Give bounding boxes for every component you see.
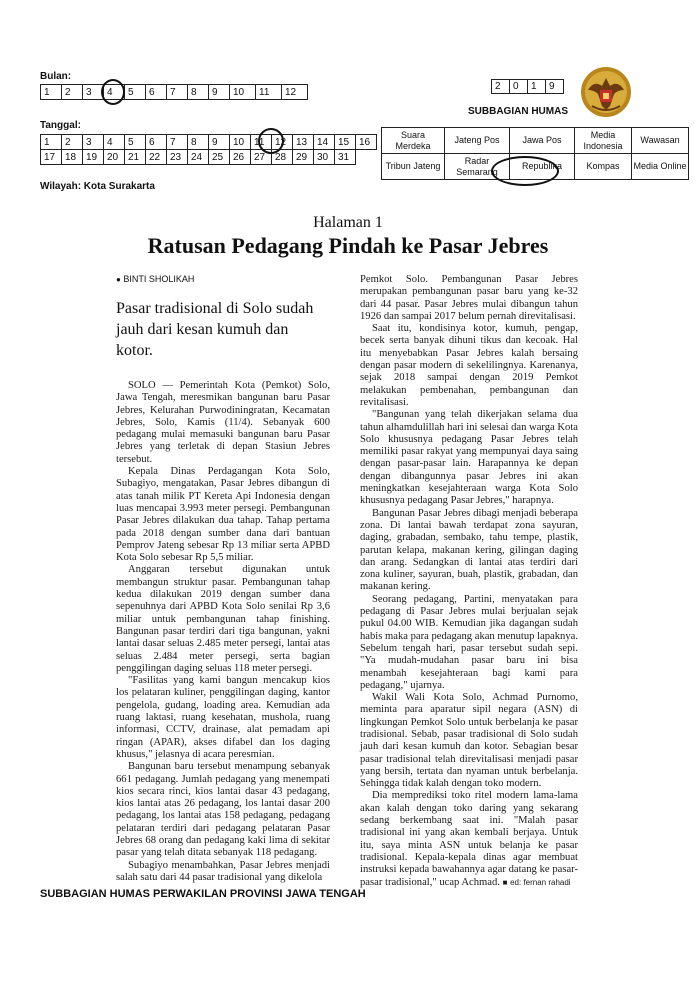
tanggal-cell: 27	[251, 150, 272, 165]
page-number-heading: Halaman 1	[313, 214, 383, 231]
tanggal-cell: 2	[62, 135, 83, 150]
tanggal-cell: 8	[188, 135, 209, 150]
bulan-cell: 4	[104, 85, 125, 100]
bulan-cell: 2	[62, 85, 83, 100]
paragraph: Subagiyo menambahkan, Pasar Jebres menjadi salah satu dari 44 pasar tradisional yang dikelola	[116, 859, 330, 883]
tanggal-cell: 3	[83, 135, 104, 150]
tanggal-cell: 19	[83, 150, 104, 165]
tanggal-cell: 25	[209, 150, 230, 165]
bulan-cell: 6	[146, 85, 167, 100]
bulan-cell: 12	[282, 85, 308, 100]
tanggal-cell: 22	[146, 150, 167, 165]
year-digit: 0	[510, 80, 528, 94]
tanggal-selected-circle	[258, 128, 284, 154]
bulan-table	[40, 84, 308, 100]
tanggal-label: Tanggal:	[40, 120, 81, 131]
bulan-cell: 5	[125, 85, 146, 100]
paragraph: Seorang pedagang, Partini, menyatakan para pedagang di Pasar Jebres mulai berjualan sejak pukul 04.00 WIB. Kemudian jika dagangan sudah habis maka para pedagang akan menutup lapaknya. Sebelum tengah hari, pasar tersebut sudah sepi. "Ya mudah-mudahan pasar baru ini bisa menambah kesejahteraan bagi kami para pedagang," ujarnya.	[360, 593, 578, 691]
media-cell: Jawa Pos	[510, 128, 575, 154]
tanggal-cell: 11	[251, 135, 272, 150]
tanggal-cell: 1	[41, 135, 62, 150]
media-cell: Jateng Pos	[445, 128, 510, 154]
year-box	[491, 79, 564, 94]
editor-credit: ed: fernan rahadi	[510, 877, 571, 887]
tanggal-cell: 18	[62, 150, 83, 165]
tanggal-cell: 29	[293, 150, 314, 165]
tanggal-cell: 15	[335, 135, 356, 150]
article-lead: Pasar tradisional di Solo sudah jauh dari kesan kumuh dan kotor.	[116, 300, 314, 359]
year-digit: 1	[528, 80, 546, 94]
bullet-icon: ●	[116, 275, 121, 284]
paragraph: Kepala Dinas Perdagangan Kota Solo, Subagiyo, mengatakan, Pasar Jebres dibangun di atas tanah milik PT Kereta Api Indonesia dengan luas mencapai 3.993 meter persegi. Pembangunan Pasar Jebres dilakukan dua tahap. Tahap pertama pada 2018 dengan sumber dana dari bantuan Pemprov Jateng sebesar Rp 13 miliar serta APBD Kota Solo sebesar Rp 5,5 miliar.	[116, 466, 330, 564]
tanggal-cell: 13	[293, 135, 314, 150]
media-selected-circle	[491, 156, 559, 186]
tanggal-cell: 17	[41, 150, 62, 165]
media-cell: Radar Semarang	[445, 154, 510, 180]
media-cell: Wawasan	[632, 128, 689, 154]
tanggal-cell: 30	[314, 150, 335, 165]
paragraph: Saat itu, kondisinya kotor, kumuh, pengap, becek serta banyak dihuni tikus dan kecoak. Hal itu menyebabkan Pasar Jebres kalah bersaing dengan pasar modern di sekelilingnya. Karenanya, sejak 2018 sampai dengan 2019 Pemkot melakukan pembenahan, pembangunan dan revitalisasi.	[360, 323, 578, 408]
tanggal-cell: 14	[314, 135, 335, 150]
paragraph: SOLO — Pemerintah Kota (Pemkot) Solo, Jawa Tengah, meresmikan bangunan baru Pasar Jebres, Kelurahan Purwodiningratan, Kecamatan Jebres, Solo, Kamis (11/4). Sebanyak 600 pedagang mulai memasuki bangunan baru Pasar Jebres yang terletak di depan Stasiun Jebres tersebut.	[116, 380, 330, 465]
tanggal-cell: 26	[230, 150, 251, 165]
media-cell: Suara Merdeka	[382, 128, 445, 154]
tanggal-cell: 28	[272, 150, 293, 165]
bulan-cell: 7	[167, 85, 188, 100]
tanggal-cell: 9	[209, 135, 230, 150]
media-cell: Republika	[510, 154, 575, 180]
tanggal-cell: 12	[272, 135, 293, 150]
paragraph: "Bangunan yang telah dikerjakan selama dua tahun alhamdulillah hari ini selesai dan warga Kota Solo khususnya pedagang Pasar Jebres telah memiliki pasar rakyat yang mempunyai daya saing dengan pasar-pasar lain. Harapannya ke depan dengan dibangunnya pasar Jebres ini akan meningkatkan kesejahteraan warga Kota Solo khususnya pedagang Pasar Jebres," harapnya.	[360, 409, 578, 507]
paragraph: Wakil Wali Kota Solo, Achmad Purnomo, meminta para aparatur sipil negara (ASN) di lingkungan Pemkot Solo untuk berbelanja ke pasar tradisional. Sebab, pasar tradisional di Solo sudah jauh dari kesan kumuh dan kotor. Sebagian besar pasar tradisional telah direvitalisasi menjadi pasar yang bersih, tertata dan nyaman untuk berbelanja. Sehingga tidak kalah dengan toko modern.	[360, 692, 578, 790]
tanggal-cell: 23	[167, 150, 188, 165]
wilayah-label: Wilayah: Kota Surakarta	[40, 181, 155, 192]
tanggal-cell: 20	[104, 150, 125, 165]
paragraph: "Fasilitas yang kami bangun mencakup kios los pelataran kuliner, penggilingan daging, kantor pengelola, gudang, loading area. Kemudian ada ruang laktasi, ruang kesehatan, mushola, ruang informasi, CCTV, drainase, alat pemadam api ringan (APAR), akses difabel dan los daging khusus," jelasnya di acara peresmian.	[116, 675, 330, 760]
bulan-cell: 1	[41, 85, 62, 100]
byline	[116, 274, 194, 284]
tanggal-cell: 6	[146, 135, 167, 150]
media-cell: Media Indonesia	[575, 128, 632, 154]
end-mark-icon: ■	[502, 877, 508, 887]
paragraph: Bangunan Pasar Jebres dibagi menjadi beberapa zona. Di lantai bawah terdapat zona sayuran, daging, grabadan, sembako, tahu tempe, plastik, parutan kelapa, makanan kering, gilingan daging dan arang. Sedangkan di lantai atas terdiri dari zona kuliner, sayuran, buah, plastik, grabadan, dan makanan kering.	[360, 507, 578, 593]
garuda-emblem-icon	[580, 66, 632, 118]
year-digit: 9	[546, 80, 564, 94]
bulan-cell: 11	[256, 85, 282, 100]
media-cell: Kompas	[575, 154, 632, 180]
subbagian-humas-label: SUBBAGIAN HUMAS	[468, 106, 568, 117]
footer-label: SUBBAGIAN HUMAS PERWAKILAN PROVINSI JAWA TENGAH	[40, 888, 366, 900]
tanggal-table	[40, 134, 377, 165]
bulan-cell: 9	[209, 85, 230, 100]
bulan-label: Bulan:	[40, 71, 72, 82]
paragraph	[360, 790, 578, 888]
tanggal-cell: 16	[356, 135, 377, 150]
bulan-cell: 10	[230, 85, 256, 100]
year-digit: 2	[492, 80, 510, 94]
tanggal-cell: 4	[104, 135, 125, 150]
tanggal-cell: 5	[125, 135, 146, 150]
bulan-cell: 8	[188, 85, 209, 100]
tanggal-cell: 21	[125, 150, 146, 165]
byline-name: BINTI SHOLIKAH	[123, 274, 195, 284]
paragraph: Bangunan baru tersebut menampung sebanyak 661 pedagang. Jumlah pedagang yang menempati kios secara rinci, kios lantai dasar 43 pedagang, kios lantai atas 26 pedagang, los lantai dasar 200 pedagang, los lantai atas 158 pedagang, pedagang pelataran terdiri dari pedagang pelataran Pasar Jebres 68 orang dan pedagang kaki lima di sekitar pasar yang telah ditata sebanyak 118 pedagang.	[116, 761, 330, 859]
media-cell: Tribun Jateng	[382, 154, 445, 180]
tanggal-cell: 24	[188, 150, 209, 165]
bulan-cell: 3	[83, 85, 104, 100]
tanggal-cell: 31	[335, 150, 356, 165]
bulan-selected-circle	[101, 79, 125, 105]
media-cell: Media Online	[632, 154, 689, 180]
paragraph: Pemkot Solo. Pembangunan Pasar Jebres merupakan pembangunan pasar baru yang ke-32 dari 44 pasar. Pasar Jebres mulai dibangun tahun 1926 dan sampai 2017 belum pernah direvitalisasi.	[360, 274, 578, 322]
tanggal-cell: 10	[230, 135, 251, 150]
article-headline: Ratusan Pedagang Pindah ke Pasar Jebres	[147, 233, 549, 258]
paragraph: Anggaran tersebut digunakan untuk membangun struktur pasar. Pembangunan tahap kedua dilakukan 2019 dengan sumber dana sepenuhnya dari APBD Kota Solo senilai Rp 3,6 miliar untuk pembangunan tahap finishing. Bangunan pasar terdiri dari tiga bangunan, yakni lantai dasar seluas 2.485 meter persegi, lantai atas seluas 2.484 meter persegi, serta bagian penggilingan daging seluas 118 meter persegi.	[116, 564, 330, 674]
article-column-1	[116, 380, 330, 884]
paragraph-text: Dia memprediksi toko ritel modern lama-lama akan kalah dengan toko daring yang sekarang sedang berkembang saat ini. "Malah pasar tradisional ini yang akan kembali berjaya. Untuk itu, saya minta ASN untuk belanja ke pasar tradisional. Kepala-kepala dinas agar membuat instruksi kepada bawahannya agar datang ke pasar-pasar tradisional," ucap Achmad.	[360, 790, 578, 888]
tanggal-cell	[356, 150, 377, 165]
tanggal-cell: 7	[167, 135, 188, 150]
article-column-2	[360, 274, 578, 889]
